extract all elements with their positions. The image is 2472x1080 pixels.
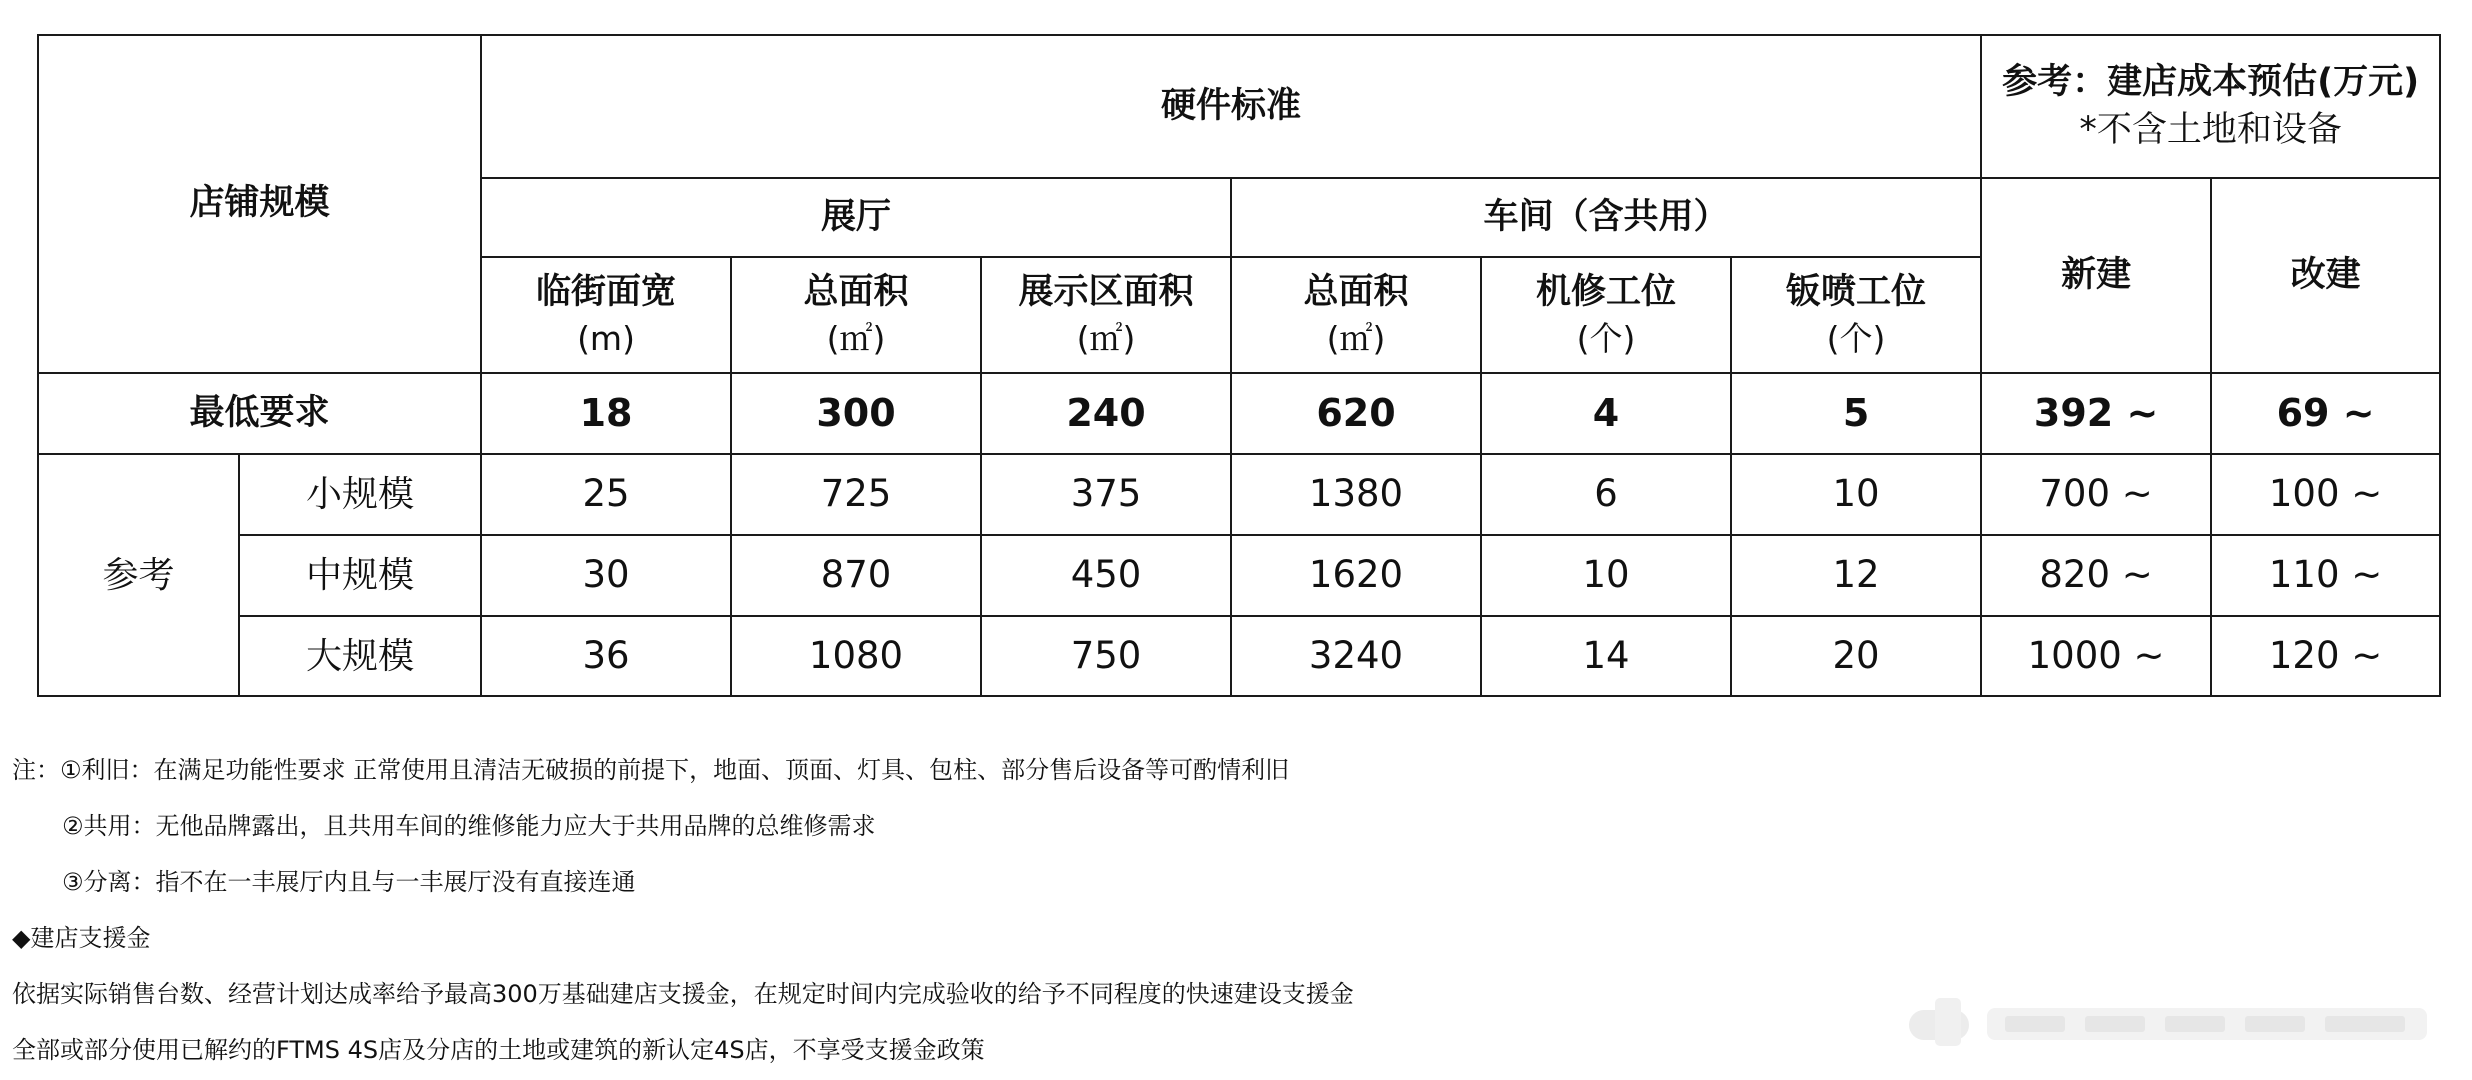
table-cell: 30 bbox=[481, 535, 731, 616]
table-cell: 100 ~ bbox=[2211, 454, 2440, 535]
col-header-workshop-area bbox=[1231, 257, 1481, 373]
workshop-header: 车间（含共用） bbox=[1231, 178, 1981, 257]
col-label: 总面积 bbox=[1303, 271, 1409, 312]
table-cell: 1620 bbox=[1231, 535, 1481, 616]
table-cell: 392 ~ bbox=[1981, 373, 2211, 454]
table-cell: 5 bbox=[1731, 373, 1981, 454]
renovate-header: 改建 bbox=[2211, 178, 2440, 373]
table-cell: 18 bbox=[481, 373, 731, 454]
table-cell: 300 bbox=[731, 373, 981, 454]
note-shared: ②共用：无他品牌露出，且共用车间的维修能力应大于共用品牌的总维修需求 bbox=[62, 812, 876, 840]
table-cell: 10 bbox=[1731, 454, 1981, 535]
hardware-standard-header: 硬件标准 bbox=[481, 35, 1981, 178]
watermark-logo bbox=[1905, 990, 2445, 1054]
showroom-header: 展厅 bbox=[481, 178, 1231, 257]
row-label: 小规模 bbox=[239, 454, 481, 535]
table-cell: 1080 bbox=[731, 616, 981, 696]
table-cell: 750 bbox=[981, 616, 1231, 696]
reference-cost-header bbox=[1981, 35, 2440, 178]
col-unit: (个) bbox=[1576, 319, 1636, 359]
table-cell: 120 ~ bbox=[2211, 616, 2440, 696]
table-cell: 14 bbox=[1481, 616, 1731, 696]
table-cell: 69 ~ bbox=[2211, 373, 2440, 454]
table-cell: 3240 bbox=[1231, 616, 1481, 696]
table-cell: 820 ~ bbox=[1981, 535, 2211, 616]
subsidy-exclusion: 全部或部分使用已解约的FTMS 4S店及分店的土地或建筑的新认定4S店，不享受支援金政策 bbox=[12, 1036, 985, 1064]
reference-cost-note: *不含土地和设备 bbox=[2079, 109, 2342, 150]
col-header-paint-bays bbox=[1731, 257, 1981, 373]
table-cell: 12 bbox=[1731, 535, 1981, 616]
table-cell: 240 bbox=[981, 373, 1231, 454]
col-label: 钣喷工位 bbox=[1786, 271, 1927, 312]
col-unit: (㎡) bbox=[826, 319, 886, 359]
subsidy-title: ◆建店支援金 bbox=[12, 924, 151, 952]
col-unit: (个) bbox=[1826, 319, 1886, 359]
table-row-small bbox=[38, 454, 2440, 535]
table-cell: 6 bbox=[1481, 454, 1731, 535]
table-cell: 725 bbox=[731, 454, 981, 535]
notes-section bbox=[12, 742, 1872, 1078]
store-scale-header: 店铺规模 bbox=[38, 35, 481, 373]
reference-group-label: 参考 bbox=[38, 454, 239, 696]
table-cell: 36 bbox=[481, 616, 731, 696]
col-label: 总面积 bbox=[803, 271, 909, 312]
table-cell: 10 bbox=[1481, 535, 1731, 616]
table-cell: 375 bbox=[981, 454, 1231, 535]
table-row-large bbox=[38, 616, 2440, 696]
table-cell: 1000 ~ bbox=[1981, 616, 2211, 696]
table-cell: 1380 bbox=[1231, 454, 1481, 535]
subsidy-basis: 依据实际销售台数、经营计划达成率给予最高300万基础建店支援金，在规定时间内完成验收的给予不同程度的快速建设支援金 bbox=[12, 980, 1354, 1008]
col-label: 展示区面积 bbox=[1018, 271, 1194, 312]
table-cell: 620 bbox=[1231, 373, 1481, 454]
col-header-repair-bays bbox=[1481, 257, 1731, 373]
col-unit: (m) bbox=[577, 319, 635, 359]
col-label: 机修工位 bbox=[1536, 271, 1677, 312]
col-unit: (㎡) bbox=[1326, 319, 1386, 359]
col-header-showroom-area bbox=[731, 257, 981, 373]
table-cell: 4 bbox=[1481, 373, 1731, 454]
new-build-header: 新建 bbox=[1981, 178, 2211, 373]
col-unit: (㎡) bbox=[1076, 319, 1136, 359]
table-cell: 110 ~ bbox=[2211, 535, 2440, 616]
row-label: 大规模 bbox=[239, 616, 481, 696]
table-row-medium bbox=[38, 535, 2440, 616]
note-reuse: 注：①利旧：在满足功能性要求 正常使用且清洁无破损的前提下，地面、顶面、灯具、包柱、部分售后设备等可酌情利旧 bbox=[12, 756, 1290, 784]
table-cell: 870 bbox=[731, 535, 981, 616]
table-cell: 700 ~ bbox=[1981, 454, 2211, 535]
col-label: 临街面宽 bbox=[536, 271, 677, 312]
table-cell: 450 bbox=[981, 535, 1231, 616]
table-row-minimum bbox=[38, 373, 2440, 454]
col-header-frontage bbox=[481, 257, 731, 373]
store-standards-table bbox=[37, 34, 2441, 697]
row-label: 中规模 bbox=[239, 535, 481, 616]
note-separation: ③分离：指不在一丰展厅内且与一丰展厅没有直接连通 bbox=[62, 868, 636, 896]
reference-cost-title: 参考：建店成本预估(万元) bbox=[2002, 61, 2420, 102]
table-cell: 25 bbox=[481, 454, 731, 535]
table-cell: 20 bbox=[1731, 616, 1981, 696]
row-label: 最低要求 bbox=[38, 373, 481, 454]
col-header-display-area bbox=[981, 257, 1231, 373]
